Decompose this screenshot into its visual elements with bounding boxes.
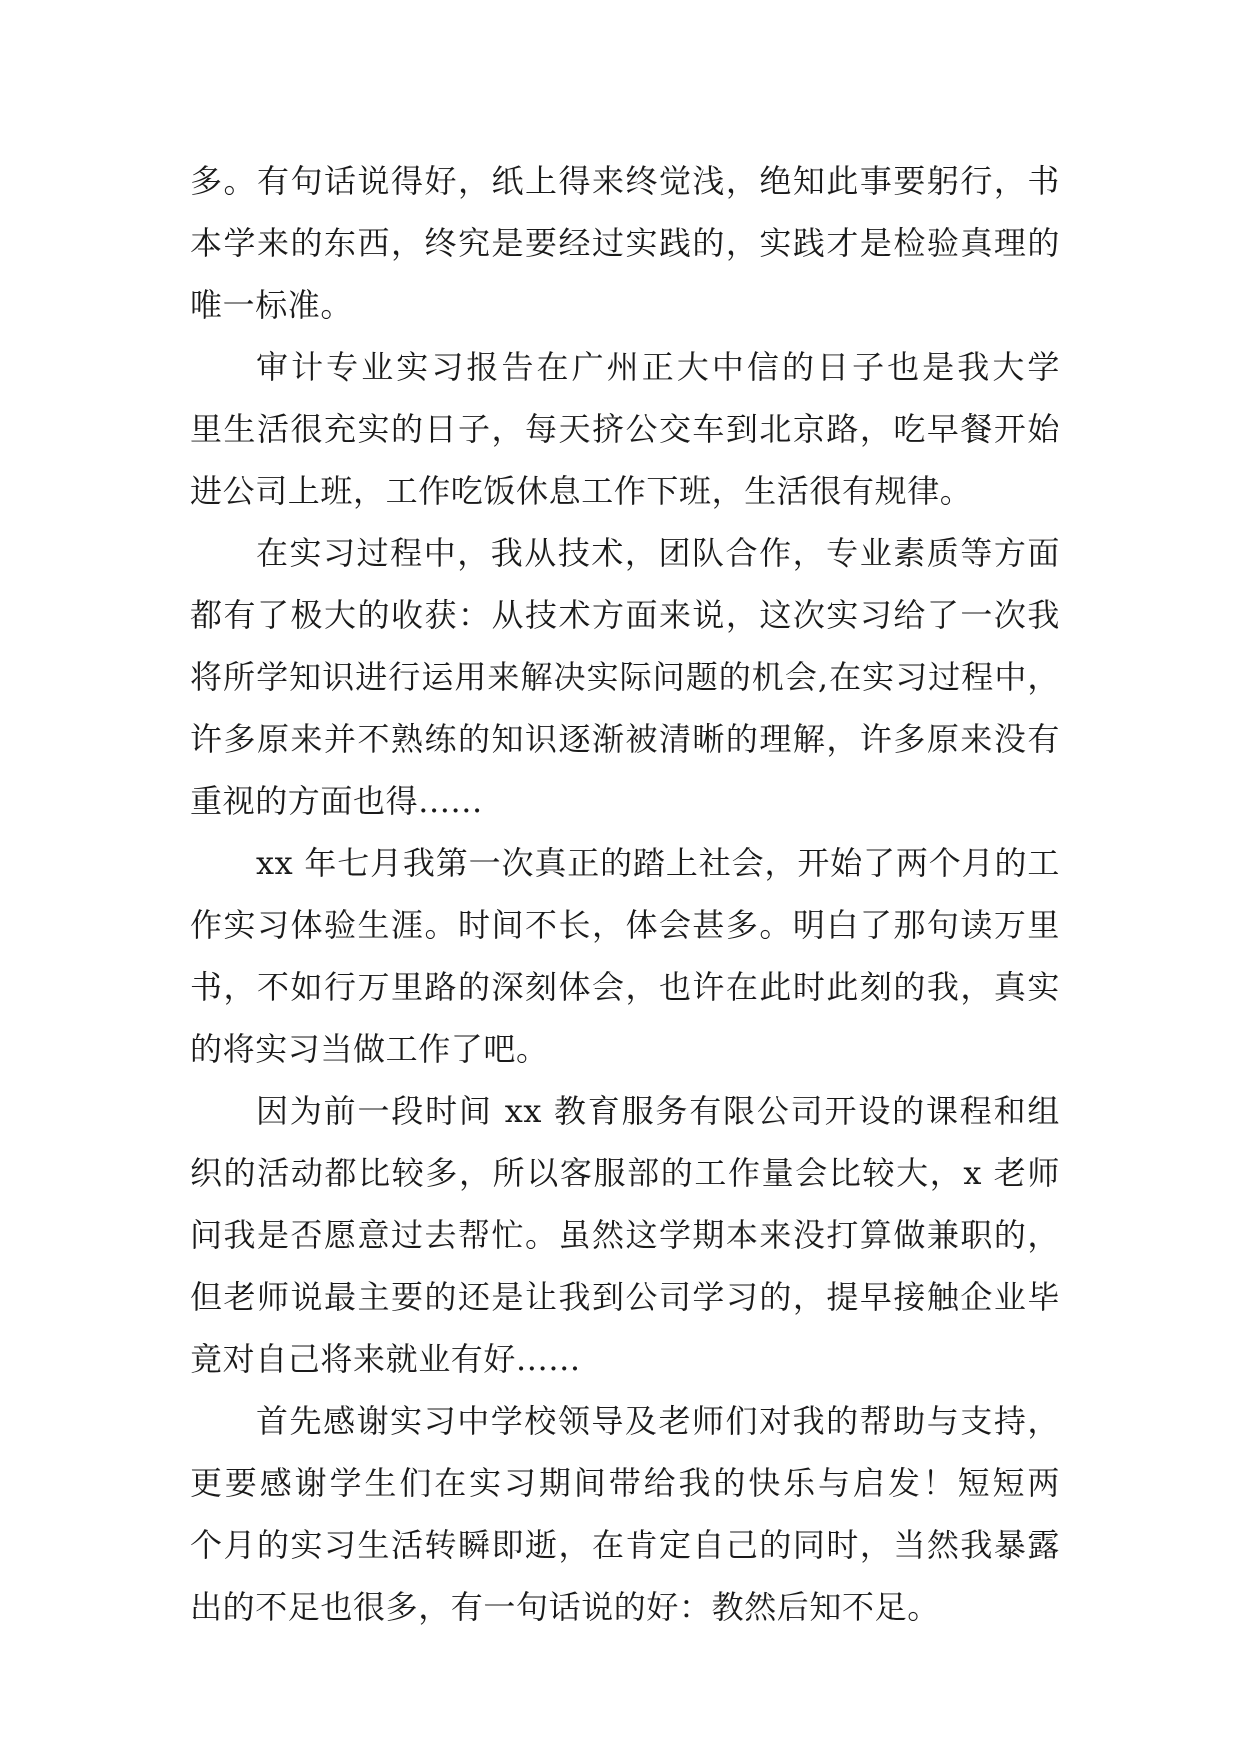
text-line: 里生活很充实的日子，每天挤公交车到北京路，吃早餐开始 (190, 410, 1060, 448)
paragraph (190, 1390, 1060, 1638)
text-line: 更要感谢学生们在实习期间带给我的快乐与启发！短短两 (190, 1464, 1060, 1502)
paragraph (190, 832, 1060, 1080)
text-line: 将所学知识进行运用来解决实际问题的机会,在实习过程中， (190, 658, 1060, 696)
paragraph (190, 336, 1060, 522)
text-line: 在实习过程中，我从技术，团队合作，专业素质等方面 (256, 534, 1060, 572)
text-line: 重视的方面也得...... (190, 782, 483, 820)
text-line: 本学来的东西，终究是要经过实践的，实践才是检验真理的 (190, 224, 1060, 262)
paragraph (190, 1080, 1060, 1390)
text-line: 织的活动都比较多，所以客服部的工作量会比较大，x 老师 (190, 1154, 1060, 1192)
text-line: 唯一标准。 (190, 286, 354, 324)
text-line: 都有了极大的收获：从技术方面来说，这次实习给了一次我 (190, 596, 1060, 634)
text-line: xx 年七月我第一次真正的踏上社会，开始了两个月的工 (256, 844, 1060, 882)
text-line: 问我是否愿意过去帮忙。虽然这学期本来没打算做兼职的， (190, 1216, 1060, 1254)
text-line: 审计专业实习报告在广州正大中信的日子也是我大学 (256, 348, 1060, 386)
text-line: 进公司上班，工作吃饭休息工作下班，生活很有规律。 (190, 472, 973, 510)
text-line: 首先感谢实习中学校领导及老师们对我的帮助与支持， (256, 1402, 1060, 1440)
text-line: 多。有句话说得好，纸上得来终觉浅，绝知此事要躬行，书 (190, 162, 1060, 200)
text-line: 的将实习当做工作了吧。 (190, 1030, 549, 1068)
text-line: 竟对自己将来就业有好...... (190, 1340, 581, 1378)
text-line: 个月的实习生活转瞬即逝，在肯定自己的同时，当然我暴露 (190, 1526, 1060, 1564)
text-line: 出的不足也很多，有一句话说的好：教然后知不足。 (190, 1588, 940, 1626)
paragraph (190, 150, 1060, 336)
text-line: 因为前一段时间 xx 教育服务有限公司开设的课程和组 (256, 1092, 1060, 1130)
text-line: 书，不如行万里路的深刻体会，也许在此时此刻的我，真实 (190, 968, 1060, 1006)
document-body (190, 150, 1060, 1638)
text-line: 但老师说最主要的还是让我到公司学习的，提早接触企业毕 (190, 1278, 1060, 1316)
paragraph (190, 522, 1060, 832)
text-line: 作实习体验生涯。时间不长，体会甚多。明白了那句读万里 (190, 906, 1060, 944)
text-line: 许多原来并不熟练的知识逐渐被清晰的理解，许多原来没有 (190, 720, 1060, 758)
